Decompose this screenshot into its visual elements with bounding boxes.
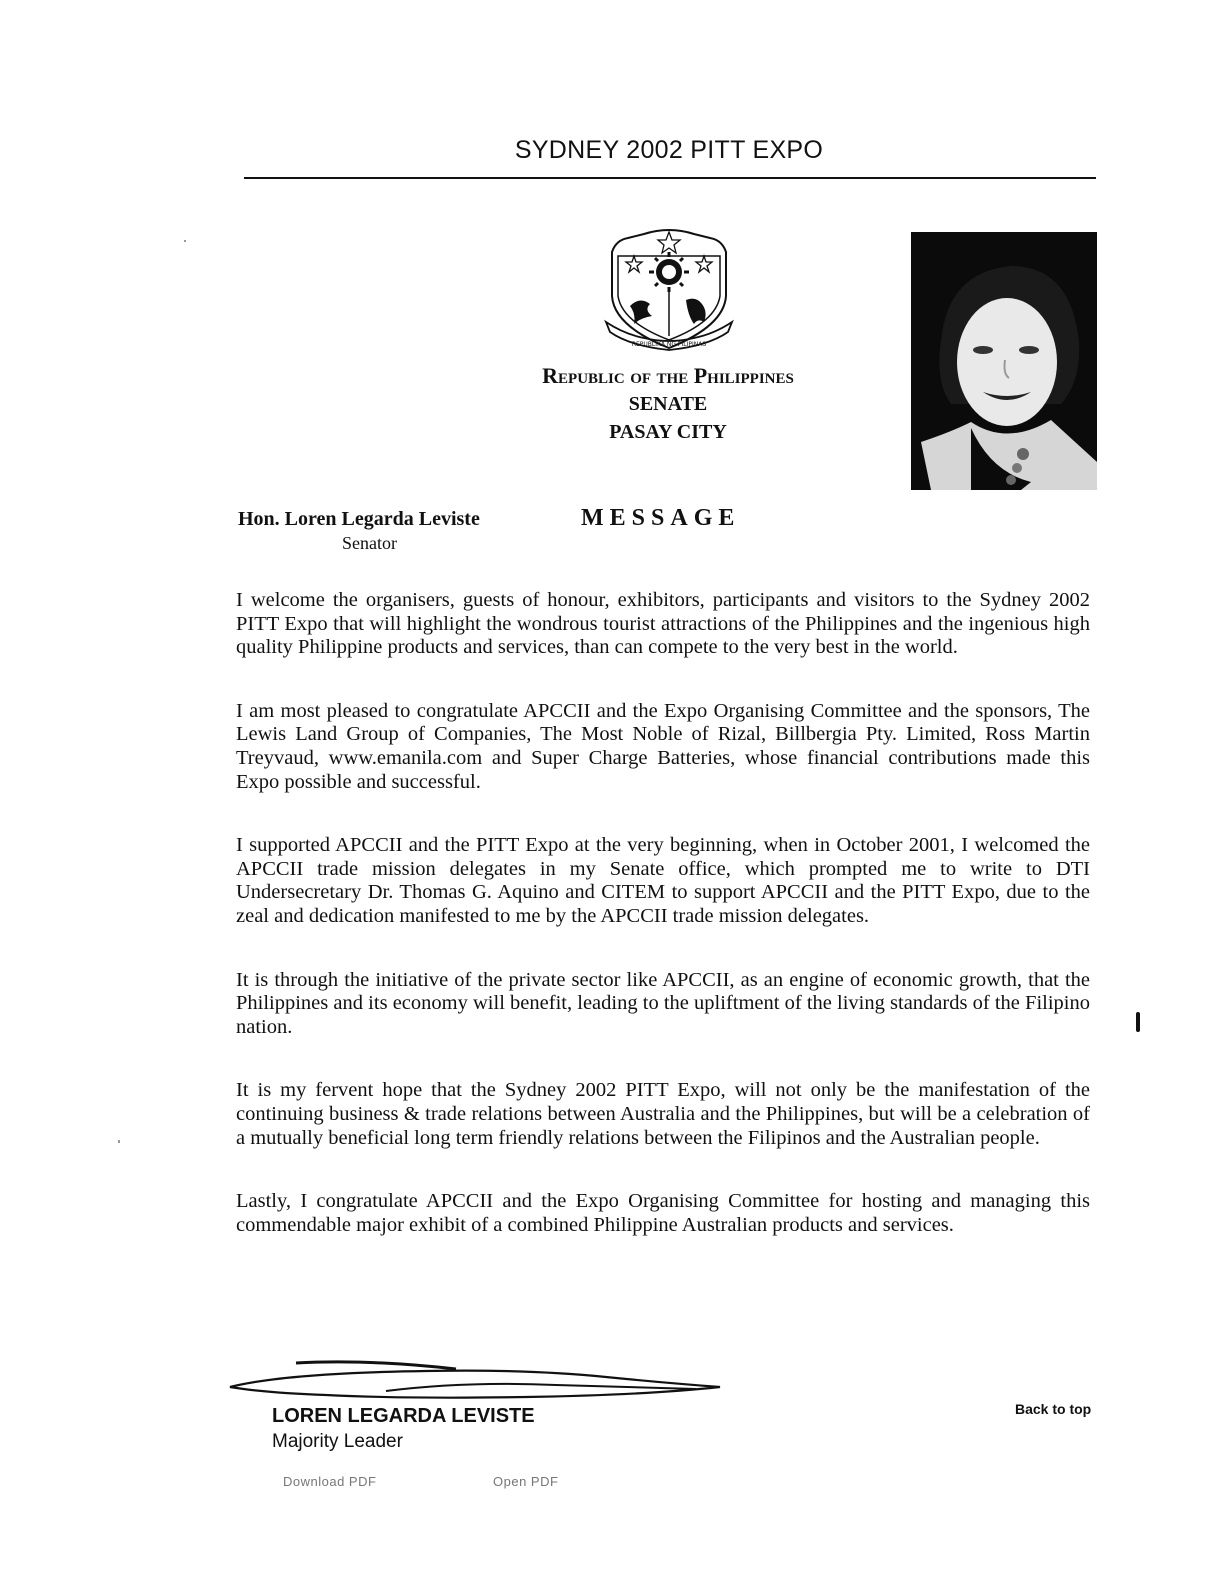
philippine-senate-seal-icon [604, 226, 734, 354]
message-paragraph: It is through the initiative of the private sector like APCCII, as an engine of economic growth, that the Philippines and its economy will benefit, leading to the upliftment of the living standards of the Filipino nation. [236, 968, 1090, 1038]
signer-name: LOREN LEGARDA LEVISTE [272, 1405, 535, 1427]
signer-title: Majority Leader [272, 1431, 403, 1452]
message-paragraph: I welcome the organisers, guests of honour, exhibitors, participants and visitors to the Sydney 2002 PITT Expo that will highlight the wondrous tourist attractions of the Philippines and the ingenious high quality Philippine products and services, than can compete to the very best in the world. [236, 589, 1090, 659]
scan-artifact [184, 240, 186, 242]
back-to-top-link[interactable]: Back to top [1015, 1401, 1092, 1417]
institution-block [468, 362, 868, 446]
handwritten-signature [226, 1355, 726, 1405]
message-paragraph: I supported APCCII and the PITT Expo at the very beginning, when in October 2001, I welcomed the APCCII trade mission delegates in my Senate office, which prompted me to write to DTI Undersecretary Dr. Thomas G. Aquino and CITEM to support APCCII and the PITT Expo, due to the zeal and dedication manifested to me by the APCCII trade mission delegates. [236, 834, 1090, 927]
download-pdf-link[interactable]: Download PDF [283, 1474, 377, 1489]
document-heading: MESSAGE [581, 505, 741, 531]
scan-artifact [118, 1140, 120, 1143]
page-title: SYDNEY 2002 PITT EXPO [514, 136, 824, 164]
message-body [236, 589, 1090, 1277]
message-paragraph: Lastly, I congratulate APCCII and the Expo Organising Committee for hosting and managing this commendable major exhibit of a combined Philippine Australian products and services. [236, 1190, 1090, 1236]
message-paragraph: It is my fervent hope that the Sydney 2002 PITT Expo, will not only be the manifestation of the continuing business & trade relations between Australia and the Philippines, but will be a celebration of a mutually beneficial long term friendly relations between the Filipinos and the Australian people. [236, 1079, 1090, 1149]
message-paragraph: I am most pleased to congratulate APCCII and the Expo Organising Committee and the sponsors, The Lewis Land Group of Companies, The Most Noble of Rizal, Billbergia Pty. Limited, Ross Martin Treyvaud, www.emanila.com and Super Charge Batteries, whose financial contributions made this Expo possible and successful. [236, 699, 1090, 793]
open-pdf-link[interactable]: Open PDF [493, 1474, 559, 1489]
institution-country: Republic of the Philippines [542, 363, 794, 388]
sender-name: Hon. Loren Legarda Leviste [238, 508, 480, 530]
senator-portrait-photo [911, 232, 1097, 490]
institution-chamber: SENATE [628, 393, 708, 415]
scan-artifact [1136, 1012, 1140, 1032]
institution-city: PASAY CITY [609, 421, 727, 443]
header-divider [244, 177, 1096, 179]
sender-title: Senator [342, 533, 397, 553]
seal-text: REPUBLIKA NG PILIPINAS [631, 341, 707, 348]
